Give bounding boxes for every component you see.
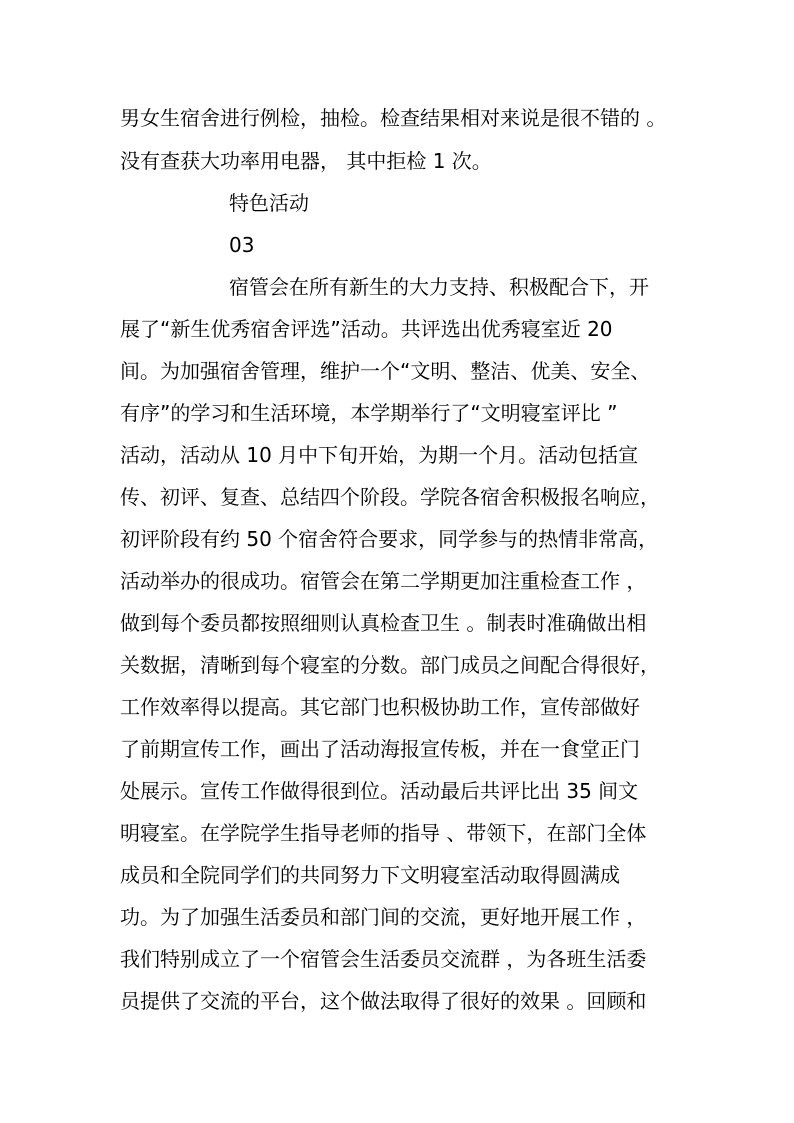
text-line: 做到每个委员都按照细则认真检查卫生 。制表时准确做出相 <box>120 611 647 635</box>
text-line: 工作效率得以提高。其它部门也积极协助工作，宣传部做好 <box>120 695 640 719</box>
text-line: 活动，活动从 10 月中下旬开始，为期一个月。活动包括宣 <box>120 443 639 467</box>
text-line: 间。为加强宿舍管理，维护一个“文明、整洁、优美、安全、 <box>120 359 651 383</box>
text-line: 明寝室。在学院学生指导老师的指导 、带领下，在部门全体 <box>120 821 647 845</box>
text-line: 处展示。宣传工作做得很到位。活动最后共评比出 35 间文 <box>120 779 639 803</box>
text-line: 成员和全院同学们的共同努力下文明寝室活动取得圆满成 <box>120 863 620 887</box>
text-line: 展了“新生优秀宿舍评选”活动。共评选出优秀寝室近 20 <box>120 317 613 341</box>
text-line: 了前期宣传工作，画出了活动海报宣传板，并在一食堂正门 <box>120 737 640 761</box>
text-line: 关数据，清晰到每个寝室的分数。部门成员之间配合得很好， <box>120 653 660 677</box>
paragraph-first-line: 宿管会在所有新生的大力支持、积极配合下，开 <box>229 275 649 299</box>
section-number: 03 <box>229 233 255 257</box>
text-line: 初评阶段有约 50 个宿舍符合要求，同学参与的热情非常高， <box>120 527 659 551</box>
text-line: 传、初评、复查、总结四个阶段。学院各宿舍积极报名响应， <box>120 485 660 509</box>
text-line: 员提供了交流的平台，这个做法取得了很好的效果 。回顾和 <box>120 989 647 1013</box>
text-line: 活动举办的很成功。宿管会在第二学期更加注重检查工作 ， <box>120 569 647 593</box>
text-line: 没有查获大功率用电器， 其中拒检 1 次。 <box>120 149 492 173</box>
text-line: 有序”的学习和生活环境，本学期举行了“文明寝室评比 ” <box>120 401 618 425</box>
text-line: 功。为了加强生活委员和部门间的交流，更好地开展工作 ， <box>120 905 647 929</box>
text-line: 男女生宿舍进行例检，抽检。检查结果相对来说是很不错的 。 <box>120 106 667 130</box>
section-heading: 特色活动 <box>229 191 309 215</box>
text-line: 我们特别成立了一个宿管会生活委员交流群 ，为各班生活委 <box>120 947 647 971</box>
